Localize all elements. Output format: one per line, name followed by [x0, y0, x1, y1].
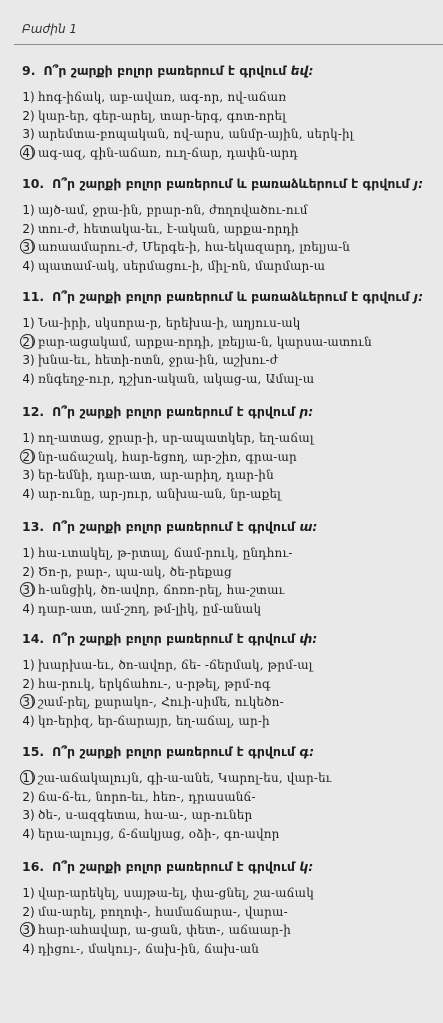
option-number: 2): [22, 789, 35, 804]
question-number: 14.: [22, 631, 45, 646]
option-text: ռնգեղջ-ուր, դշխո-ական, ակաց-ա, Ամալ-ա: [38, 371, 315, 386]
option-text: ագ-ազ, գին-աճառ, ուղ-ճար, դափն-արդ: [38, 145, 298, 160]
option-number: 1): [22, 90, 35, 104]
page-header: Բաժին 1: [22, 22, 78, 36]
question-number: 10.: [22, 176, 45, 191]
question-title: [22, 286, 443, 308]
option-number: 4): [22, 826, 35, 841]
option-number: 4): [22, 601, 35, 616]
options-list: [0, 88, 443, 162]
option-number: 4): [22, 713, 35, 728]
option-text: նր-աճաշակ, հար-եցող, ար-շիռ, գրա-ար: [38, 449, 297, 464]
answer-option[interactable]: [0, 921, 443, 940]
option-number: 3): [22, 127, 35, 141]
option-number: 1): [22, 771, 35, 785]
option-text: այծ-ամ, ջրա-ին, բրար-ոն, ժողովածու-ում: [38, 203, 308, 217]
header-divider: [14, 44, 443, 45]
answer-option[interactable]: [0, 333, 443, 352]
option-number: 2): [22, 449, 35, 464]
option-number: 3): [22, 353, 35, 367]
question-13: [0, 516, 443, 618]
option-number: 4): [22, 258, 35, 273]
option-text: առաամարու-ժ, Մերգե-ի, հա-եկազարդ, լռելյա-ն: [38, 240, 351, 254]
option-number: 1): [22, 316, 35, 330]
option-number: 3): [22, 808, 35, 822]
answer-option[interactable]: [0, 314, 443, 333]
question-number: 12.: [22, 404, 45, 419]
answer-option[interactable]: [0, 788, 443, 807]
answer-option[interactable]: [0, 656, 443, 675]
question-title: [22, 856, 443, 878]
answer-option[interactable]: [0, 693, 443, 712]
option-text: դար-ատ, ամ-շող, թմ-լիկ, ըմ-անակ: [38, 601, 262, 616]
question-16: [0, 856, 443, 958]
option-number: 2): [22, 221, 35, 236]
option-text: ար-ունը, ար-յուր, անխա-ան, նր-աքել: [38, 486, 281, 501]
answer-option[interactable]: [0, 257, 443, 276]
option-number: 1): [22, 546, 35, 560]
question-prompt: Ո՞ր շարքի բոլոր բառերում է գրվում: [43, 63, 287, 78]
answer-option[interactable]: [0, 884, 443, 903]
option-text: խնա-եւ, հետի-ոտն, ջրա-ին, աշխու-ժ: [38, 353, 278, 367]
question-prompt: Ո՞ր շարքի բոլոր բառերում է գրվում: [52, 859, 295, 874]
question-12: [0, 401, 443, 503]
answer-option[interactable]: [0, 940, 443, 959]
answer-option[interactable]: [0, 563, 443, 582]
question-number: 15.: [22, 744, 45, 759]
answer-option[interactable]: [0, 370, 443, 389]
answer-option[interactable]: [0, 600, 443, 619]
question-prompt: Ո՞ր շարքի բոլոր բառերում և բառաձևերում է գրվում: [52, 176, 410, 191]
options-list: [0, 314, 443, 388]
answer-option[interactable]: [0, 825, 443, 844]
answer-option[interactable]: [0, 144, 443, 163]
question-prompt: Ո՞ր շարքի բոլոր բառերում և բառաձևերում է գրվում: [52, 289, 410, 304]
question-number: 16.: [22, 859, 45, 874]
option-text: հա-րուկ, երկճահու-, ս-րթել, թրմ-ոգ: [38, 676, 271, 691]
option-number: 2): [22, 334, 35, 349]
options-list: [0, 429, 443, 503]
answer-option[interactable]: [0, 125, 443, 144]
question-number: 9.: [22, 63, 36, 78]
option-number: 2): [22, 108, 35, 123]
question-letter: եվ:: [290, 63, 314, 78]
answer-option[interactable]: [0, 581, 443, 600]
option-number: 4): [22, 486, 35, 501]
option-number: 2): [22, 676, 35, 691]
option-text: կար-եր, գեր-արել, տար-երգ, գոտ-որել: [38, 108, 287, 123]
option-text: հ-անցիկ, ծո-ավոր, ճոռո-րել, հա-շտաւ: [38, 583, 285, 597]
question-number: 13.: [22, 519, 45, 534]
question-9: [0, 60, 443, 162]
answer-option[interactable]: [0, 769, 443, 788]
option-text: բար-ացակամ, արքա-որդի, լռելյա-ն, կարսա-ատուն: [38, 334, 372, 349]
option-text: հա-ւտակել, թ-րտալ, ճամ-րուկ, ընդհու-: [38, 546, 293, 560]
option-number: 4): [22, 941, 35, 956]
option-text: դիցու-, մակույ-, ճախ-ին, ճախ-ան: [38, 941, 260, 956]
answer-option[interactable]: [0, 220, 443, 239]
question-11: [0, 286, 443, 388]
answer-option[interactable]: [0, 466, 443, 485]
option-text: երա-ալույց, ճ-ճակյաց, օձի-, գո-ավոր: [38, 826, 280, 841]
answer-option[interactable]: [0, 351, 443, 370]
option-number: 2): [22, 904, 35, 919]
question-letter: յ:: [413, 176, 424, 191]
answer-option[interactable]: [0, 448, 443, 467]
option-text: Ծո-ր, բար-, պա-ակ, ծե-րեքաց: [38, 564, 232, 579]
answer-option[interactable]: [0, 201, 443, 220]
question-title: [22, 516, 443, 538]
question-title: [22, 173, 443, 195]
answer-option[interactable]: [0, 712, 443, 731]
question-10: [0, 173, 443, 275]
option-text: կռ-երիզ, եր-ճարայր, եղ-աճալ, ար-ի: [38, 713, 270, 728]
option-text: Նա-իրի, սկսորա-ր, երեխա-ի, աղյուս-ակ: [38, 316, 301, 330]
question-15: [0, 741, 443, 843]
option-number: 2): [22, 564, 35, 579]
option-text: ծե-, ս-ազգետա, հա-ա-, ար-ուներ: [38, 808, 253, 822]
answer-option[interactable]: [0, 429, 443, 448]
question-title: [22, 628, 443, 650]
option-number: 1): [22, 203, 35, 217]
option-number: 3): [22, 583, 35, 597]
option-text: հար-ահավար, ա-ցան, փետ-, աճաար-ի: [38, 923, 292, 937]
answer-option[interactable]: [0, 903, 443, 922]
options-list: [0, 769, 443, 843]
option-number: 1): [22, 658, 35, 672]
answer-option[interactable]: [0, 88, 443, 107]
option-text: խարխա-եւ, ծո-ավոր, ճե- -ճերմակ, թրմ-ալ: [38, 658, 313, 672]
option-number: 3): [22, 695, 35, 709]
question-number: 11.: [22, 289, 45, 304]
answer-option[interactable]: [0, 238, 443, 257]
option-text: եր-եմնի, դար-ատ, ար-արիղ, դար-ին: [38, 468, 274, 482]
question-prompt: Ո՞ր շարքի բոլոր բառերում է գրվում: [52, 404, 295, 419]
options-list: [0, 201, 443, 275]
question-prompt: Ո՞ր շարքի բոլոր բառերում է գրվում: [52, 744, 295, 759]
option-text: վար-արեկել, սայթա-ել, փա-ցնել, շա-աճակ: [38, 886, 314, 900]
option-number: 4): [22, 145, 35, 160]
answer-option[interactable]: [0, 485, 443, 504]
answer-option[interactable]: [0, 544, 443, 563]
answer-option[interactable]: [0, 675, 443, 694]
option-text: տու-ժ, հետակա-եւ, է-ական, արքա-որդի: [38, 221, 299, 236]
option-number: 4): [22, 371, 35, 386]
option-text: հոգ-իճակ, աբ-ավառ, ագ-որ, ով-աճառ: [38, 90, 287, 104]
option-text: ող-ատաց, ջրար-ի, սր-ապատկեր, եղ-աճալ: [38, 431, 314, 445]
question-letter: գ:: [299, 744, 315, 759]
question-title: [22, 401, 443, 423]
option-text: մա-արել, բողոփ-, համաճարա-, վարա-: [38, 904, 288, 919]
question-title: [22, 60, 443, 82]
question-letter: փ:: [299, 631, 318, 646]
option-number: 1): [22, 886, 35, 900]
options-list: [0, 884, 443, 958]
answer-option[interactable]: [0, 107, 443, 126]
option-text: շա-աճակալույն, գի-ա-անե, Կարոլ-ես, վար-եւ: [38, 771, 332, 785]
question-prompt: Ո՞ր շարքի բոլոր բառերում է գրվում: [52, 631, 295, 646]
option-number: 3): [22, 468, 35, 482]
option-number: 3): [22, 923, 35, 937]
option-number: 1): [22, 431, 35, 445]
options-list: [0, 656, 443, 730]
question-letter: յ:: [413, 289, 424, 304]
question-letter: ա:: [299, 519, 318, 534]
question-title: [22, 741, 443, 763]
answer-option[interactable]: [0, 806, 443, 825]
option-number: 3): [22, 240, 35, 254]
question-letter: կ:: [299, 859, 314, 874]
question-letter: ր:: [299, 404, 314, 419]
options-list: [0, 544, 443, 618]
option-text: շամ-րել, քարակո-, Հուի-սիմե, ուկեծո-: [38, 695, 284, 709]
option-text: արեմտա-բոպական, ով-արս, անմր-ային, սերկ-իլ: [38, 127, 354, 141]
option-text: ճա-ճ-եւ, նորո-եւ, հեռ-, դրասանճ-: [38, 789, 256, 804]
option-text: պատամ-ակ, սերմացու-ի, միլ-ոն, մարմար-ա: [38, 258, 326, 273]
question-14: [0, 628, 443, 730]
question-prompt: Ո՞ր շարքի բոլոր բառերում է գրվում: [52, 519, 295, 534]
